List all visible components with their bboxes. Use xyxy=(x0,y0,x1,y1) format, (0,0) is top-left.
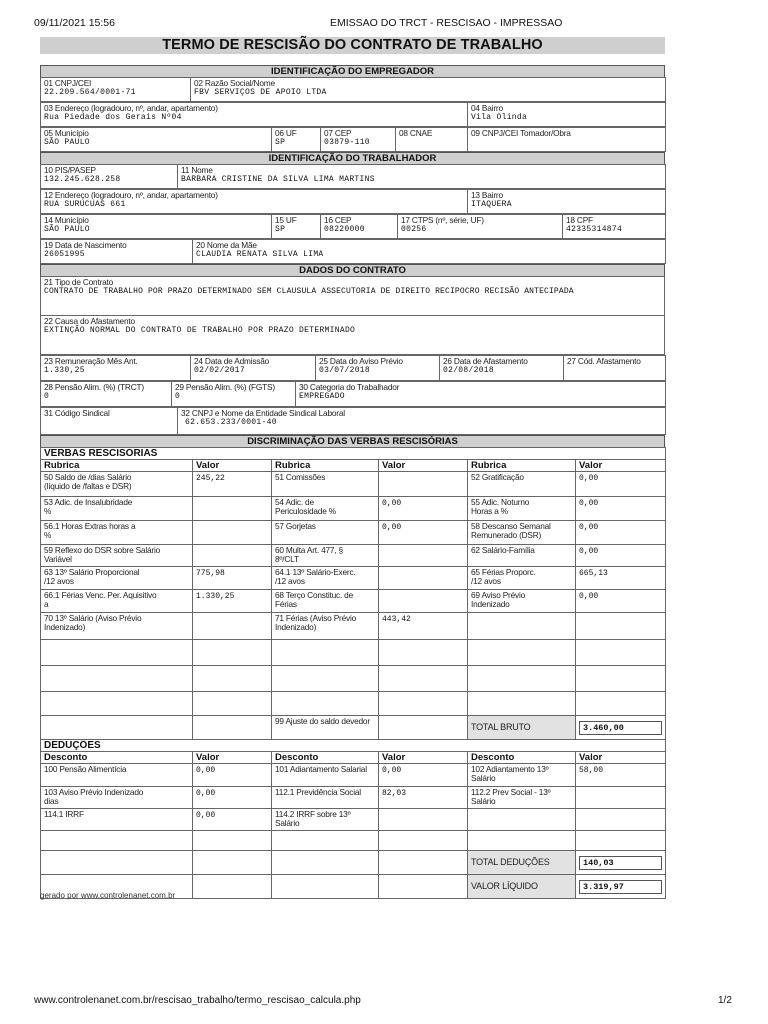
verba-row xyxy=(41,521,666,545)
verba-rubrica-label: 69 Aviso Prévio Indenizado xyxy=(471,590,526,609)
deducao-rubrica-label: 114.2 IRRF sobre 13º Salário xyxy=(275,809,351,828)
deducao-rubrica-label: 100 Pensão Alimentícia xyxy=(44,764,127,774)
field-08: 08 CNAE xyxy=(396,128,468,152)
deducoes-subtitle: DEDUÇÕES xyxy=(44,740,101,751)
deducao-rubrica-label: 114.1 IRRF xyxy=(44,809,84,819)
verba-valor-cell: 245,22 xyxy=(193,472,272,497)
valor-liquido-value: 3.319,97 xyxy=(579,880,662,894)
deducao-rubrica-cell xyxy=(41,764,193,787)
field-15: 15 UF SP xyxy=(272,215,321,239)
col-valor-2: Valor xyxy=(379,460,468,472)
field-28: 28 Pensão Alim. (%) (TRCT) 0 xyxy=(41,382,172,407)
col-rubrica-1: Rubrica xyxy=(41,460,193,472)
verbas-subtitle: VERBAS RESCISÓRIAS xyxy=(44,448,158,459)
verba-valor-cell xyxy=(193,613,272,640)
verba-rubrica-label: 55 Adic. Noturno Horas a % xyxy=(471,497,530,516)
section-worker: IDENTIFICAÇÃO DO TRABALHADOR xyxy=(40,152,665,164)
section-verbas: DISCRIMINAÇÃO DAS VERBAS RESCISÓRIAS xyxy=(40,435,665,447)
verba-valor-cell xyxy=(576,613,666,640)
field-32: 32 CNPJ e Nome da Entidade Sindical Laboral 62.653.233/0001-40 xyxy=(178,408,666,435)
field-06: 06 UF SP xyxy=(272,128,321,152)
verba-rubrica-label: 58 Descanso Semanal Remunerado (DSR) xyxy=(471,521,551,540)
verba-rubrica-label: 57 Gorjetas xyxy=(275,521,316,531)
verba-rubrica-cell xyxy=(468,613,576,640)
verba-rubrica-cell xyxy=(468,472,576,497)
verba-rubrica-cell xyxy=(272,545,379,567)
deducao-row xyxy=(41,764,666,787)
deducao-rubrica-cell xyxy=(41,809,193,831)
verba-valor-cell xyxy=(379,472,468,497)
verba-valor-cell: 0,00 xyxy=(379,497,468,521)
verba-rubrica-cell xyxy=(272,497,379,521)
field-22: 22 Causa do Afastamento EXTINÇÃO NORMAL DO CONTRATO DE TRABALHO POR PRAZO DETERMINADO xyxy=(41,316,665,355)
verba-rubrica-label: 65 Férias Proporc. /12 avos xyxy=(471,567,536,586)
verba-rubrica-cell xyxy=(41,472,193,497)
verba-valor-cell: 1.330,25 xyxy=(193,590,272,613)
section-contract: DADOS DO CONTRATO xyxy=(40,264,665,276)
verba-valor-cell xyxy=(379,567,468,590)
field-21: 21 Tipo de Contrato CONTRATO DE TRABALHO POR PRAZO DETERMINADO SEM CLAUSULA ASSECUTORIA DE DIREITO RECIPOCRO RECISÃO ANTECIPADA xyxy=(41,277,665,316)
verbas-rows xyxy=(41,472,666,640)
verba-rubrica-cell xyxy=(41,545,193,567)
field-13: 13 Bairro ITAQUERA xyxy=(468,190,666,214)
verba-rubrica-cell xyxy=(272,567,379,590)
field-23: 23 Remuneração Mês Ant. 1.330,25 xyxy=(41,356,191,381)
verba-row xyxy=(41,545,666,567)
verba-rubrica-cell xyxy=(272,472,379,497)
trct-form xyxy=(40,37,665,899)
field-01: 01 CNPJ/CEI 22.209.564/0001-71 xyxy=(41,78,191,102)
field-20: 20 Nome da Mãe CLAUDIA RENATA SILVA LIMA xyxy=(193,240,666,264)
col-dvalor-1: Valor xyxy=(193,752,272,764)
verba-rubrica-label: 52 Gratificação xyxy=(471,472,524,482)
total-bruto-label: TOTAL BRUTO xyxy=(468,716,576,740)
field-07: 07 CEP 03879-110 xyxy=(321,128,396,152)
col-dvalor-3: Valor xyxy=(576,752,666,764)
employer-table xyxy=(40,77,666,102)
deducao-valor-cell: 0,00 xyxy=(379,764,468,787)
deducao-valor-cell xyxy=(576,787,666,809)
deducao-rubrica-cell xyxy=(468,787,576,809)
field-99: 99 Ajuste do saldo devedor xyxy=(272,716,379,740)
verba-rubrica-label: 62 Salário-Família xyxy=(471,545,535,555)
verba-rubrica-cell xyxy=(41,590,193,613)
deducao-rubrica-label: 112.1 Previdência Social xyxy=(275,787,361,797)
deducao-valor-cell: 0,00 xyxy=(193,764,272,787)
field-02: 02 Razão Social/Nome FBV SERVIÇOS DE APOIO LTDA xyxy=(191,78,666,102)
verba-valor-cell: 0,00 xyxy=(576,472,666,497)
footer-url: www.controlenanet.com.br/rescisao_trabalho/termo_rescisao_calcula.php xyxy=(34,995,361,1006)
deducao-row xyxy=(41,809,666,831)
verba-valor-cell: 0,00 xyxy=(379,521,468,545)
valor-liquido-label: VALOR LÍQUIDO xyxy=(468,875,576,899)
field-19: 19 Data de Nascimento 26051995 xyxy=(41,240,193,264)
verba-row xyxy=(41,567,666,590)
verba-valor-cell xyxy=(379,590,468,613)
deducao-valor-cell: 82,03 xyxy=(379,787,468,809)
verba-rubrica-cell xyxy=(468,590,576,613)
verba-rubrica-cell xyxy=(41,521,193,545)
verba-valor-cell: 0,00 xyxy=(576,545,666,567)
field-03: 03 Endereço (logradouro, nº, andar, apartamento) Rua Piedade dos Gerais Nº04 xyxy=(41,103,468,127)
verba-valor-cell: 0,00 xyxy=(576,521,666,545)
verba-rubrica-cell xyxy=(272,590,379,613)
section-employer: IDENTIFICAÇÃO DO EMPREGADOR xyxy=(40,65,665,77)
col-desconto-3: Desconto xyxy=(468,752,576,764)
field-14: 14 Município SÃO PAULO xyxy=(41,215,272,239)
verba-rubrica-label: 63 13º Salário Proporcional /12 avos xyxy=(44,567,140,586)
field-11: 11 Nome BARBARA CRISTINE DA SILVA LIMA MARTINS xyxy=(178,165,666,189)
deducao-rubrica-label: 101 Adiantamento Salarial xyxy=(275,764,367,774)
verba-rubrica-cell xyxy=(41,567,193,590)
field-26: 26 Data de Afastamento 02/08/2018 xyxy=(440,356,564,381)
deducao-rubrica-cell xyxy=(272,809,379,831)
field-30: 30 Categoria do Trabalhador EMPREGADO xyxy=(296,382,666,407)
col-dvalor-2: Valor xyxy=(379,752,468,764)
deducoes-rows xyxy=(41,764,666,831)
verba-rubrica-cell xyxy=(468,521,576,545)
verba-valor-cell: 0,00 xyxy=(576,590,666,613)
field-05: 05 Município SÃO PAULO xyxy=(41,128,272,152)
verba-valor-cell xyxy=(379,545,468,567)
deducao-rubrica-cell xyxy=(272,764,379,787)
verba-valor-cell: 0,00 xyxy=(576,497,666,521)
verba-rubrica-label: 50 Saldo de /dias Salário (líquido de /faltas e DSR) xyxy=(44,472,132,491)
verba-rubrica-label: 68 Terço Constituc. de Férias xyxy=(275,590,354,609)
deducao-valor-cell: 0,00 xyxy=(193,809,272,831)
deducao-valor-cell xyxy=(379,809,468,831)
verba-rubrica-cell xyxy=(41,497,193,521)
col-rubrica-3: Rubrica xyxy=(468,460,576,472)
col-rubrica-2: Rubrica xyxy=(272,460,379,472)
deducao-rubrica-label: 103 Aviso Prévio Indenizado dias xyxy=(44,787,144,806)
verba-rubrica-label: 54 Adic. de Periculosidade % xyxy=(275,497,336,516)
verba-rubrica-label: 60 Multa Art. 477, § 8º/CLT xyxy=(275,545,343,564)
field-09: 09 CNPJ/CEI Tomador/Obra xyxy=(468,128,666,152)
field-25: 25 Data do Aviso Prévio 03/07/2018 xyxy=(316,356,440,381)
verba-rubrica-label: 59 Reflexo do DSR sobre Salário Variável xyxy=(44,545,161,564)
field-31: 31 Código Sindical xyxy=(41,408,178,435)
field-17: 17 CTPS (nº, série, UF) 00256 xyxy=(398,215,563,239)
verba-valor-cell: 665,13 xyxy=(576,567,666,590)
total-bruto-value: 3.460,00 xyxy=(579,721,662,735)
field-04: 04 Bairro Vila Olinda xyxy=(468,103,666,127)
field-27: 27 Cód. Afastamento xyxy=(564,356,666,381)
verbas-table xyxy=(40,447,666,899)
verba-valor-cell xyxy=(193,497,272,521)
verba-valor-cell xyxy=(193,521,272,545)
verba-rubrica-cell xyxy=(468,545,576,567)
deducao-rubrica-label: 112.2 Prev Social - 13º Salário xyxy=(471,787,551,806)
verba-row xyxy=(41,497,666,521)
verba-valor-cell: 775,98 xyxy=(193,567,272,590)
verba-rubrica-label: 56.1 Horas Extras horas a % xyxy=(44,521,136,540)
verba-rubrica-cell xyxy=(272,613,379,640)
verba-row xyxy=(41,472,666,497)
deducao-valor-cell: 0,00 xyxy=(193,787,272,809)
total-deducoes-label: TOTAL DEDUÇÕES xyxy=(468,851,576,875)
print-header-title: EMISSAO DO TRCT - RESCISAO - IMPRESSAO xyxy=(330,17,563,29)
deducao-rubrica-cell xyxy=(468,764,576,787)
col-desconto-2: Desconto xyxy=(272,752,379,764)
verba-rubrica-label: 71 Férias (Aviso Prévio Indenizado) xyxy=(275,613,357,632)
verba-rubrica-label: 70 13º Salário (Aviso Prévio Indenizado) xyxy=(44,613,142,632)
verba-row xyxy=(41,590,666,613)
total-deducoes-value: 140,03 xyxy=(579,856,662,870)
deducao-rubrica-cell xyxy=(272,787,379,809)
generated-by: gerado por www.controlenanet.com.br xyxy=(40,891,176,900)
verba-rubrica-cell xyxy=(41,613,193,640)
col-desconto-1: Desconto xyxy=(41,752,193,764)
verba-row xyxy=(41,613,666,640)
field-18: 18 CPF 42335314874 xyxy=(563,215,666,239)
field-12: 12 Endereço (logradouro, nº, andar, apartamento) RUA SURUCUAS 661 xyxy=(41,190,468,214)
verba-valor-cell xyxy=(193,545,272,567)
form-title: TERMO DE RESCISÃO DO CONTRATO DE TRABALHO xyxy=(40,37,665,54)
field-29: 29 Pensão Alim. (%) (FGTS) 0 xyxy=(172,382,296,407)
field-24: 24 Data de Admissão 02/02/2017 xyxy=(191,356,316,381)
verba-rubrica-cell xyxy=(468,567,576,590)
verba-valor-cell: 443,42 xyxy=(379,613,468,640)
verba-rubrica-cell xyxy=(272,521,379,545)
verba-rubrica-label: 53 Adic. de Insalubridade % xyxy=(44,497,133,516)
deducao-rubrica-cell xyxy=(468,809,576,831)
footer-page: 1/2 xyxy=(718,995,732,1006)
col-valor-3: Valor xyxy=(576,460,666,472)
col-valor-1: Valor xyxy=(193,460,272,472)
deducao-valor-cell: 58,00 xyxy=(576,764,666,787)
deducao-rubrica-cell xyxy=(41,787,193,809)
field-10: 10 PIS/PASEP 132.245.628.258 xyxy=(41,165,178,189)
verba-rubrica-cell xyxy=(468,497,576,521)
print-datetime: 09/11/2021 15:56 xyxy=(34,17,115,29)
field-16: 16 CEP 08220000 xyxy=(321,215,398,239)
verba-rubrica-label: 64.1 13º Salário-Exerc. /12 avos xyxy=(275,567,356,586)
deducao-valor-cell xyxy=(576,809,666,831)
verba-rubrica-label: 51 Comissões xyxy=(275,472,326,482)
deducao-rubrica-label: 102 Adiantamento 13º Salário xyxy=(471,764,549,783)
verba-rubrica-label: 66.1 Férias Venc. Per. Aquisitivo a xyxy=(44,590,157,609)
deducao-row xyxy=(41,787,666,809)
